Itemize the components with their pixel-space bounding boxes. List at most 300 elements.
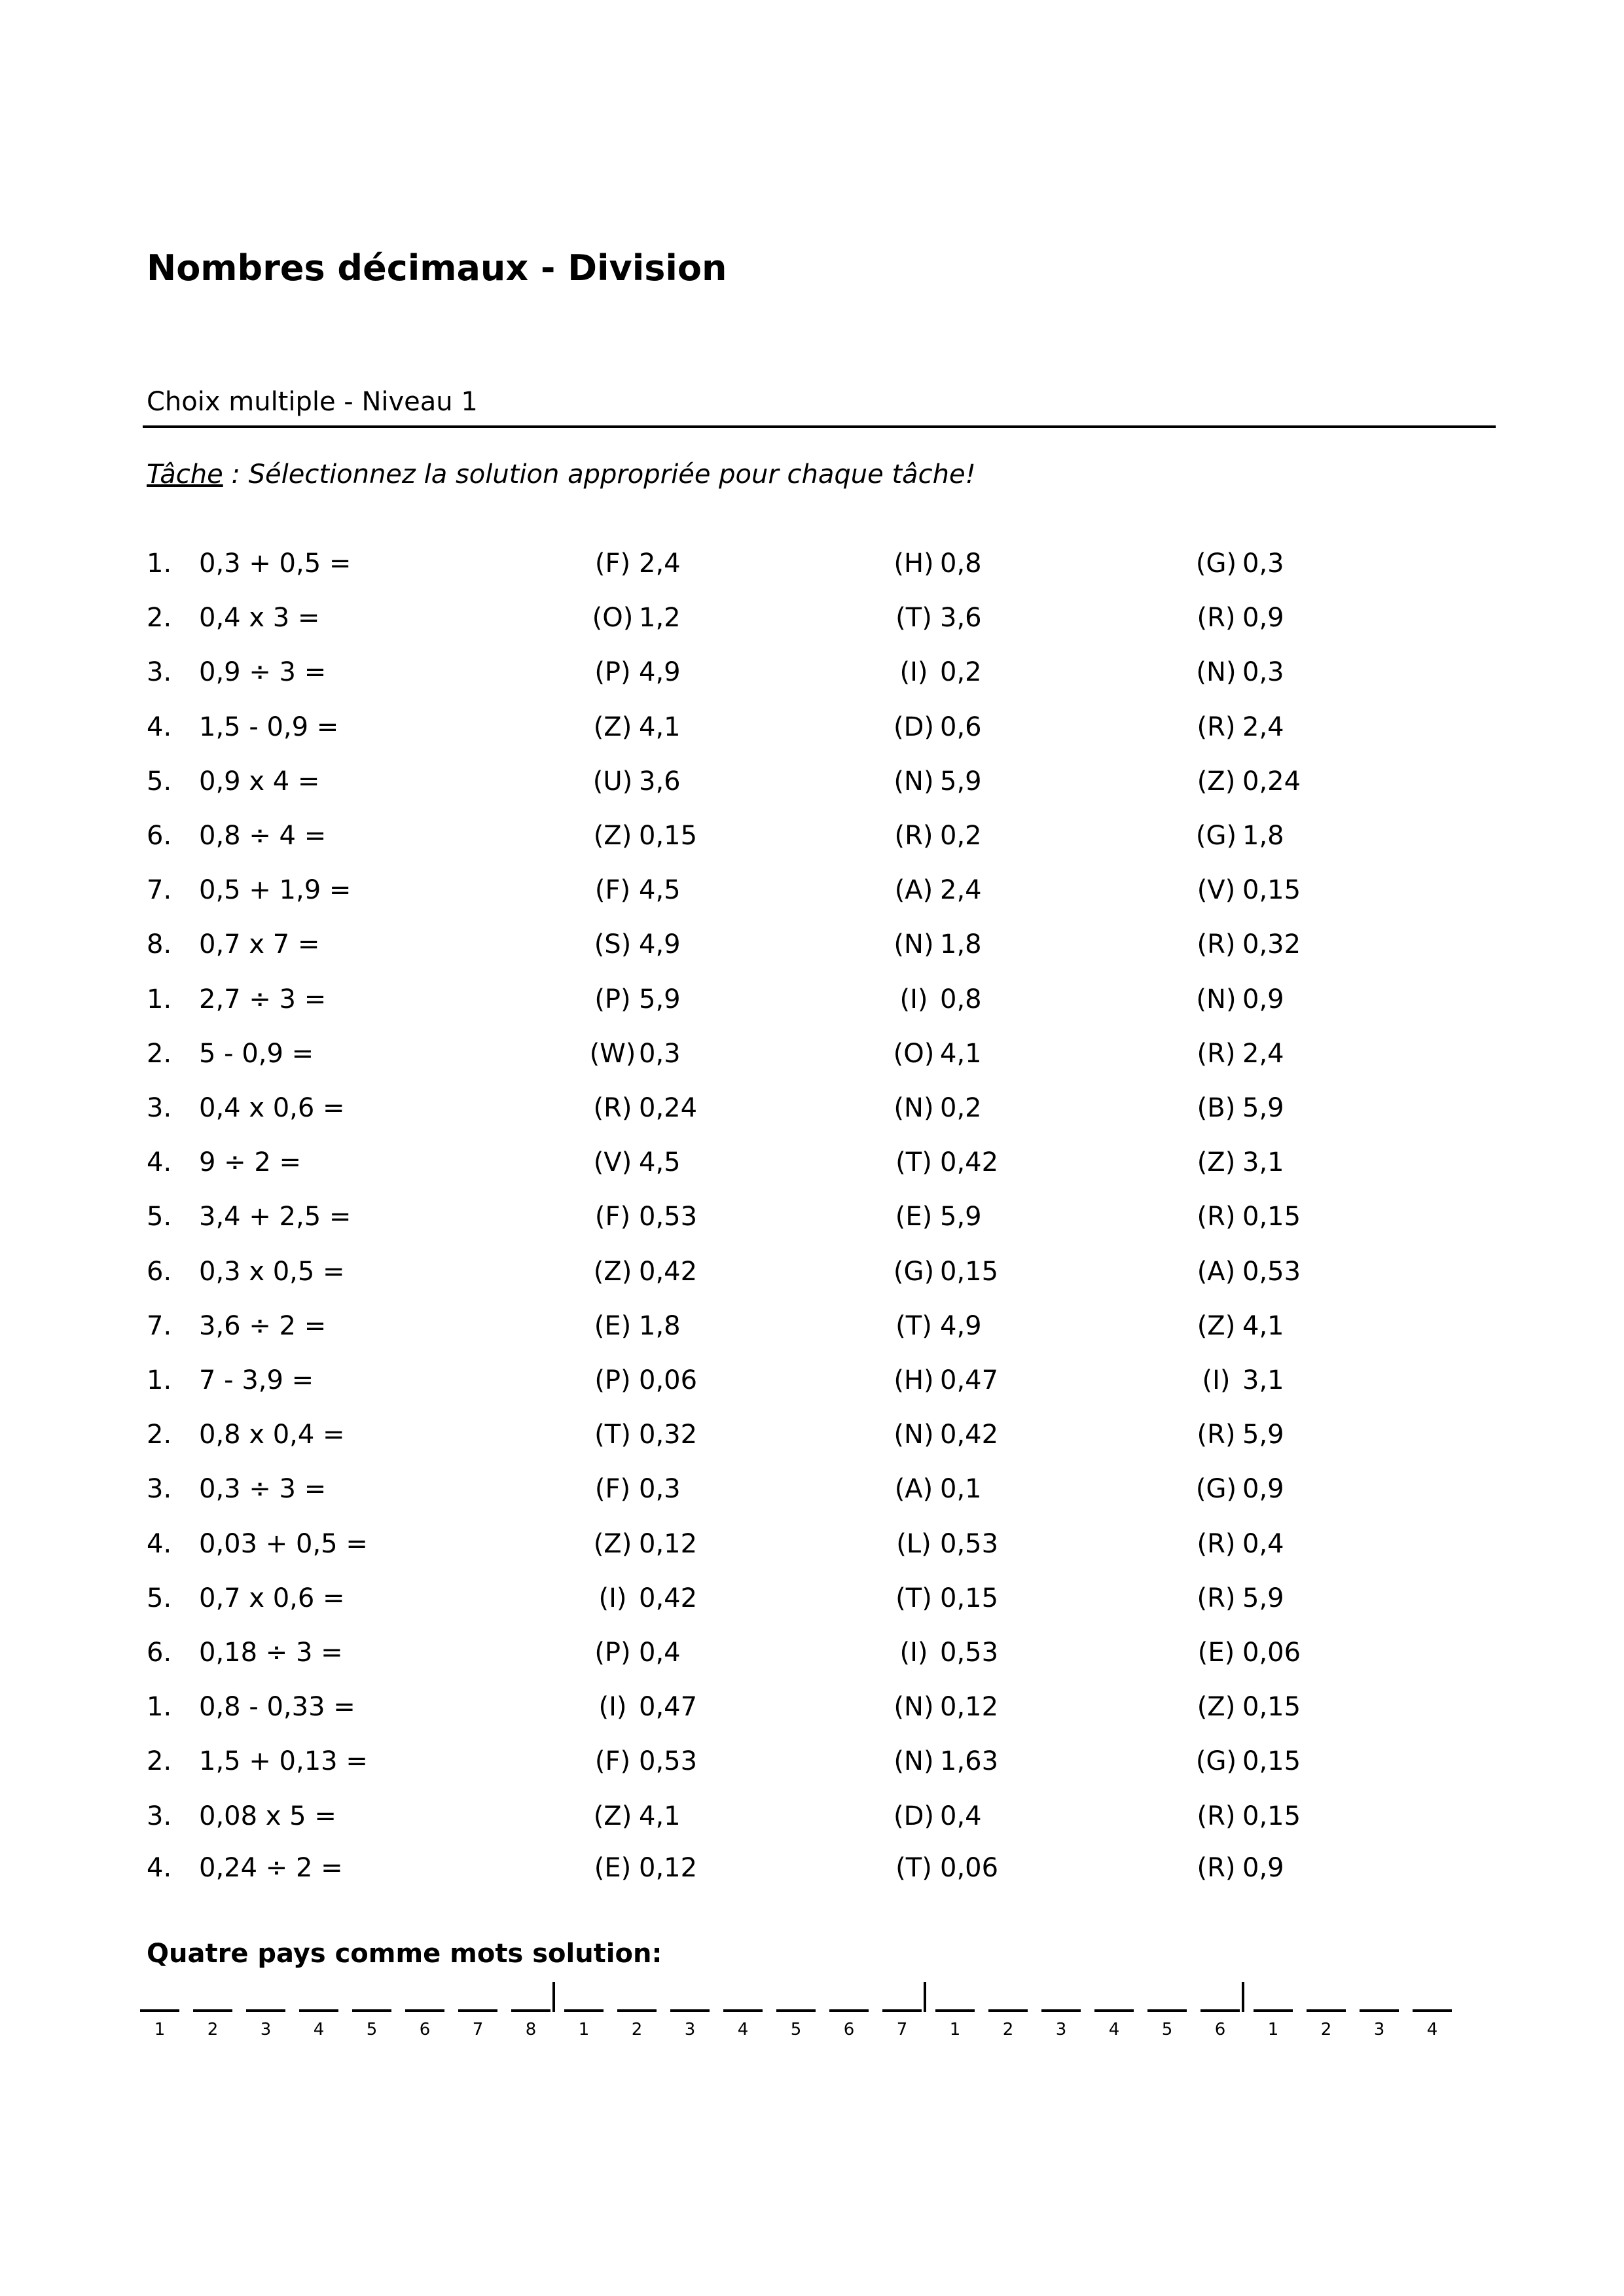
option-letter: (H) [893,548,934,579]
option-letter: (N) [893,1692,934,1722]
answer-option[interactable] [888,712,982,742]
exercise-expression: 0,3 ÷ 3 = [199,1474,327,1504]
exercise-row [0,1853,1624,1899]
answer-option[interactable] [1190,1202,1301,1232]
option-letter: (P) [594,1365,631,1395]
answer-option[interactable] [888,1365,998,1395]
answer-option[interactable] [1190,1529,1284,1559]
option-letter: (T) [895,1147,932,1177]
exercise-row [0,657,1624,703]
answer-option[interactable] [888,1257,998,1287]
option-value: 3,6 [639,766,681,797]
answer-option[interactable] [1190,1638,1301,1668]
blank-number: 2 [1320,2020,1332,2039]
answer-option[interactable] [586,657,681,687]
answer-option[interactable] [1190,1147,1284,1177]
answer-option[interactable] [888,1039,982,1069]
exercise-expression: 0,9 ÷ 3 = [199,657,327,687]
blank-number: 3 [1373,2020,1385,2039]
exercise-row [0,1529,1624,1575]
option-value: 5,9 [639,984,681,1014]
option-letter: (G) [1195,1746,1237,1776]
answer-blank[interactable] [935,2009,975,2012]
option-letter: (R) [1197,1420,1236,1450]
option-value: 4,9 [639,657,681,687]
answer-option[interactable] [888,1474,982,1504]
option-letter: (Z) [593,712,632,742]
answer-option[interactable] [586,1853,697,1883]
option-letter: (Z) [593,1257,632,1287]
option-value: 0,2 [940,657,982,687]
exercise-expression: 0,24 ÷ 2 = [199,1853,343,1883]
option-value: 0,15 [940,1257,999,1287]
answer-option[interactable] [888,1853,998,1883]
answer-option[interactable] [888,821,982,851]
answer-option[interactable] [888,657,982,687]
option-letter: (F) [594,548,631,579]
blank-number: 4 [737,2020,749,2039]
option-letter: (H) [893,1365,934,1395]
option-letter: (E) [1197,1638,1235,1668]
answer-option[interactable] [888,1801,982,1831]
option-value: 0,53 [940,1529,999,1559]
exercise-expression: 3,6 ÷ 2 = [199,1311,327,1341]
exercise-number: 1. [147,548,172,579]
option-value: 1,2 [639,603,681,633]
option-letter: (G) [1195,821,1237,851]
option-letter: (R) [593,1093,632,1123]
blank-number: 5 [366,2020,378,2039]
option-value: 2,4 [639,548,681,579]
answer-option[interactable] [888,929,982,960]
option-letter: (W) [589,1039,636,1069]
option-value: 0,8 [940,984,982,1014]
answer-blank[interactable] [776,2009,816,2012]
option-value: 0,42 [639,1257,698,1287]
answer-blank[interactable] [1413,2009,1452,2012]
answer-option[interactable] [586,1202,697,1232]
answer-blank[interactable] [458,2009,497,2012]
exercise-expression: 0,3 + 0,5 = [199,548,352,579]
exercise-row [0,929,1624,975]
option-letter: (S) [594,929,632,960]
answer-blank[interactable] [299,2009,338,2012]
answer-option[interactable] [888,1529,998,1559]
answer-option[interactable] [1190,1583,1284,1613]
option-letter: (F) [594,1202,631,1232]
answer-blank[interactable] [564,2009,604,2012]
option-value: 0,15 [940,1583,999,1613]
exercise-number: 2. [147,1420,172,1450]
option-value: 0,53 [639,1746,698,1776]
option-value: 0,12 [940,1692,999,1722]
option-value: 0,15 [1242,1692,1301,1722]
option-value: 0,3 [639,1039,681,1069]
answer-option[interactable] [888,1746,998,1776]
blank-number: 2 [207,2020,219,2039]
option-value: 5,9 [940,1202,982,1232]
option-value: 0,15 [1242,875,1301,905]
answer-blank[interactable] [511,2009,550,2012]
answer-blank[interactable] [193,2009,232,2012]
option-value: 4,5 [639,875,681,905]
exercise-expression: 0,7 x 0,6 = [199,1583,345,1613]
answer-blank[interactable] [352,2009,391,2012]
exercise-expression: 0,8 x 0,4 = [199,1420,345,1450]
answer-option[interactable] [1190,657,1284,687]
answer-option[interactable] [586,984,681,1014]
word-separator [552,1982,555,2012]
option-letter: (R) [1197,929,1236,960]
exercise-row [0,984,1624,1030]
exercise-row [0,1638,1624,1683]
blank-number: 3 [1055,2020,1067,2039]
option-letter: (A) [1197,1257,1236,1287]
option-value: 0,4 [1242,1529,1284,1559]
answer-blank[interactable] [670,2009,710,2012]
exercise-expression: 0,5 + 1,9 = [199,875,352,905]
option-letter: (I) [598,1692,627,1722]
answer-blank[interactable] [140,2009,179,2012]
answer-blank[interactable] [1360,2009,1399,2012]
option-value: 0,47 [639,1692,698,1722]
option-value: 4,1 [639,1801,681,1831]
exercise-row [0,1746,1624,1792]
answer-blank[interactable] [1041,2009,1081,2012]
exercise-number: 3. [147,657,172,687]
answer-option[interactable] [1190,1420,1284,1450]
exercise-number: 1. [147,1692,172,1722]
answer-option[interactable] [1190,1257,1301,1287]
option-letter: (N) [893,929,934,960]
blank-number: 1 [578,2020,590,2039]
answer-option[interactable] [586,1257,697,1287]
answer-option[interactable] [586,1474,681,1504]
answer-option[interactable] [888,1692,998,1722]
answer-blank[interactable] [1254,2009,1293,2012]
option-value: 4,9 [639,929,681,960]
answer-option[interactable] [888,1147,998,1177]
exercise-number: 6. [147,821,172,851]
option-letter: (Z) [593,821,632,851]
exercise-expression: 5 - 0,9 = [199,1039,314,1069]
answer-option[interactable] [586,766,681,797]
option-value: 0,4 [639,1638,681,1668]
exercise-number: 5. [147,1583,172,1613]
answer-option[interactable] [586,1638,681,1668]
option-value: 1,8 [1242,821,1284,851]
blank-number: 1 [949,2020,961,2039]
blank-number: 3 [260,2020,272,2039]
blank-number: 4 [313,2020,325,2039]
exercise-number: 2. [147,1746,172,1776]
answer-option[interactable] [586,1311,681,1341]
answer-option[interactable] [1190,603,1284,633]
option-value: 4,1 [940,1039,982,1069]
option-letter: (R) [1197,1039,1236,1069]
answer-option[interactable] [1190,984,1284,1014]
option-value: 3,1 [1242,1147,1284,1177]
option-letter: (R) [1197,1583,1236,1613]
option-letter: (Z) [593,1801,632,1831]
exercise-number: 3. [147,1474,172,1504]
option-value: 0,42 [639,1583,698,1613]
exercise-number: 4. [147,1529,172,1559]
option-letter: (R) [1197,603,1236,633]
answer-option[interactable] [1190,548,1284,579]
option-letter: (R) [1197,712,1236,742]
answer-option[interactable] [888,1202,982,1232]
answer-option[interactable] [1190,1801,1301,1831]
exercise-row [0,1474,1624,1520]
answer-blank[interactable] [1307,2009,1346,2012]
word-separator [924,1982,926,2012]
option-letter: (I) [899,984,928,1014]
blank-number: 1 [1267,2020,1279,2039]
option-value: 0,15 [1242,1746,1301,1776]
option-value: 0,15 [639,821,698,851]
option-value: 5,9 [1242,1093,1284,1123]
answer-option[interactable] [1190,821,1284,851]
exercise-number: 3. [147,1801,172,1831]
option-letter: (E) [594,1853,632,1883]
option-letter: (O) [592,603,634,633]
option-letter: (R) [1197,1801,1236,1831]
word-separator [1242,1982,1244,2012]
option-value: 0,8 [940,548,982,579]
option-value: 0,12 [639,1529,698,1559]
blank-number: 1 [154,2020,166,2039]
answer-option[interactable] [1190,1853,1284,1883]
option-value: 0,9 [1242,1474,1284,1504]
option-value: 1,8 [940,929,982,960]
blank-number: 3 [684,2020,696,2039]
answer-blank[interactable] [617,2009,657,2012]
answer-option[interactable] [586,1420,697,1450]
option-value: 0,42 [940,1147,999,1177]
option-value: 0,32 [639,1420,698,1450]
answer-option[interactable] [888,766,982,797]
exercise-row [0,1692,1624,1738]
option-value: 0,12 [639,1853,698,1883]
exercise-row [0,1583,1624,1629]
answer-option[interactable] [888,984,982,1014]
option-value: 0,24 [639,1093,698,1123]
option-value: 0,06 [639,1365,698,1395]
exercise-number: 1. [147,1365,172,1395]
exercise-number: 4. [147,1147,172,1177]
option-value: 0,3 [1242,548,1284,579]
option-value: 4,5 [639,1147,681,1177]
answer-option[interactable] [1190,712,1284,742]
answer-option[interactable] [586,603,681,633]
option-letter: (B) [1197,1093,1236,1123]
option-value: 1,63 [940,1746,999,1776]
answer-option[interactable] [586,1529,697,1559]
option-value: 0,9 [1242,984,1284,1014]
exercise-number: 2. [147,1039,172,1069]
answer-blank[interactable] [1147,2009,1187,2012]
answer-option[interactable] [586,1801,681,1831]
answer-blank[interactable] [246,2009,285,2012]
option-value: 0,32 [1242,929,1301,960]
answer-option[interactable] [1190,1746,1301,1776]
option-value: 4,1 [1242,1311,1284,1341]
answer-option[interactable] [586,1365,697,1395]
task-label: Tâche [147,459,223,490]
option-value: 0,53 [940,1638,999,1668]
option-letter: (E) [594,1311,632,1341]
answer-option[interactable] [586,1039,681,1069]
answer-option[interactable] [888,1311,982,1341]
exercise-row [0,1039,1624,1085]
option-value: 0,53 [1242,1257,1301,1287]
answer-blank[interactable] [988,2009,1028,2012]
exercise-row [0,766,1624,812]
exercise-expression: 0,08 x 5 = [199,1801,336,1831]
answer-option[interactable] [888,548,982,579]
option-letter: (G) [893,1257,935,1287]
blank-number: 8 [525,2020,537,2039]
option-letter: (A) [894,1474,933,1504]
answer-option[interactable] [1190,1039,1284,1069]
option-letter: (N) [893,766,934,797]
answer-blank[interactable] [882,2009,922,2012]
answer-option[interactable] [1190,1311,1284,1341]
option-value: 4,9 [940,1311,982,1341]
blank-number: 6 [1214,2020,1226,2039]
option-value: 0,42 [940,1420,999,1450]
option-letter: (V) [1197,875,1236,905]
option-letter: (T) [594,1420,631,1450]
exercise-row [0,1147,1624,1193]
option-value: 0,24 [1242,766,1301,797]
answer-blank[interactable] [723,2009,763,2012]
answer-option[interactable] [586,1692,697,1722]
option-letter: (Z) [1197,766,1236,797]
answer-blank[interactable] [405,2009,444,2012]
exercise-number: 6. [147,1257,172,1287]
answer-option[interactable] [1190,1365,1284,1395]
answer-option[interactable] [888,1638,998,1668]
answer-option[interactable] [586,929,681,960]
answer-option[interactable] [1190,929,1301,960]
option-letter: (N) [893,1746,934,1776]
option-letter: (T) [895,1311,932,1341]
exercise-row [0,712,1624,758]
answer-option[interactable] [586,712,681,742]
answer-blank[interactable] [1200,2009,1240,2012]
option-value: 0,15 [1242,1202,1301,1232]
exercise-number: 3. [147,1093,172,1123]
option-letter: (F) [594,875,631,905]
answer-option[interactable] [888,1420,998,1450]
answer-option[interactable] [1190,1093,1284,1123]
exercise-expression: 0,8 - 0,33 = [199,1692,355,1722]
exercise-number: 1. [147,984,172,1014]
exercise-row [0,1365,1624,1411]
exercise-expression: 0,8 ÷ 4 = [199,821,327,851]
answer-blank[interactable] [829,2009,869,2012]
answer-option[interactable] [888,1583,998,1613]
exercise-row [0,1257,1624,1302]
task-instruction [147,459,976,490]
answer-option[interactable] [1190,766,1301,797]
exercise-row [0,821,1624,867]
answer-option[interactable] [1190,1474,1284,1504]
option-letter: (T) [895,1583,932,1613]
answer-option[interactable] [586,1746,697,1776]
blank-number: 2 [1002,2020,1014,2039]
answer-option[interactable] [586,548,681,579]
blank-number: 7 [472,2020,484,2039]
option-letter: (Z) [1197,1692,1236,1722]
answer-option[interactable] [586,821,697,851]
option-value: 0,3 [639,1474,681,1504]
answer-option[interactable] [586,1147,681,1177]
option-value: 1,8 [639,1311,681,1341]
option-value: 0,2 [940,1093,982,1123]
option-value: 0,3 [1242,657,1284,687]
option-letter: (A) [894,875,933,905]
answer-option[interactable] [586,1093,697,1123]
option-value: 3,6 [940,603,982,633]
option-value: 4,1 [639,712,681,742]
option-letter: (I) [899,657,928,687]
option-value: 0,9 [1242,603,1284,633]
answer-option[interactable] [1190,1692,1301,1722]
exercise-expression: 2,7 ÷ 3 = [199,984,327,1014]
answer-option[interactable] [586,1583,697,1613]
option-value: 5,9 [1242,1420,1284,1450]
divider [143,425,1496,428]
option-value: 5,9 [1242,1583,1284,1613]
answer-option[interactable] [1190,875,1301,905]
exercise-number: 5. [147,1202,172,1232]
option-letter: (N) [1196,657,1236,687]
option-letter: (Z) [1197,1147,1236,1177]
option-value: 2,4 [940,875,982,905]
option-value: 0,4 [940,1801,982,1831]
exercise-number: 6. [147,1638,172,1668]
exercise-expression: 0,4 x 0,6 = [199,1093,345,1123]
answer-blank[interactable] [1094,2009,1134,2012]
answer-option[interactable] [888,1093,982,1123]
option-letter: (N) [1196,984,1236,1014]
blank-number: 4 [1108,2020,1120,2039]
blank-number: 6 [843,2020,855,2039]
option-letter: (F) [594,1746,631,1776]
exercise-number: 4. [147,1853,172,1883]
answer-option[interactable] [888,875,982,905]
blank-number: 7 [896,2020,908,2039]
option-value: 0,47 [940,1365,999,1395]
blank-number: 5 [1161,2020,1173,2039]
exercise-expression: 1,5 - 0,9 = [199,712,339,742]
blank-number: 2 [631,2020,643,2039]
option-letter: (P) [594,984,631,1014]
blank-number: 5 [790,2020,802,2039]
blank-number: 6 [419,2020,431,2039]
answer-option[interactable] [888,603,982,633]
option-letter: (N) [893,1420,934,1450]
option-value: 2,4 [1242,1039,1284,1069]
exercise-row [0,1801,1624,1847]
answer-option[interactable] [586,875,681,905]
exercise-expression: 0,18 ÷ 3 = [199,1638,343,1668]
option-letter: (F) [594,1474,631,1504]
option-letter: (E) [895,1202,933,1232]
